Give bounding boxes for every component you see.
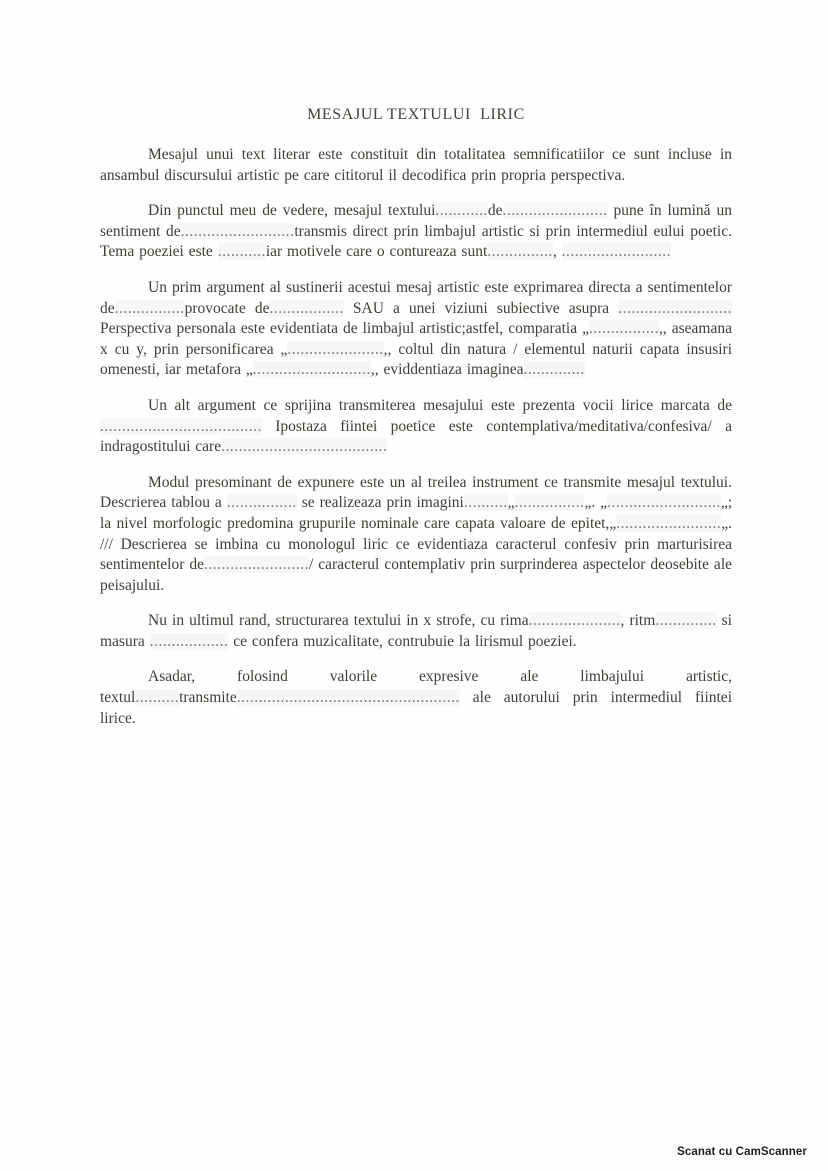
paragraph	[100, 473, 732, 597]
fill-in-blank: ...................................................	[236, 689, 460, 707]
text-run: „; la nivel morfologic predomina grupurile nominale care capata valoare de epitet,„	[100, 494, 732, 532]
fill-in-blank: .....................................	[100, 417, 262, 435]
text-run: transmite	[179, 689, 237, 707]
fill-in-blank: ........................	[502, 202, 608, 220]
camscanner-watermark: Scanat cu CamScanner	[677, 1146, 807, 1158]
text-run: Mesajul unui text literar este constituit din totalitatea semnificatiilor ce sunt incluse in ansambul discursului artistic pe care cititorul il decodifica prin propria perspectiva.	[100, 146, 732, 184]
fill-in-blank: ..............	[523, 361, 585, 379]
text-run: ,, coltul din natura / elementul naturii capata insusiri omenesti, iar metafora „	[100, 340, 733, 379]
text-run: Un alt argument ce sprijina transmiterea mesajului este prezenta vocii lirice marcata de	[148, 396, 732, 414]
text-run: „. /// Descrierea se imbina cu monologul liric ce evidentiaza caracterul confesiv prin marturisirea sentimentelor de	[100, 514, 732, 574]
paragraph	[100, 278, 732, 381]
text-run: de	[487, 202, 503, 220]
text-run: „	[507, 494, 515, 512]
text-run: si masura	[100, 612, 732, 650]
document-body	[100, 145, 732, 729]
text-run: Perspectiva personala este evidentiata de limbajul artistic;astfel, comparatia „	[100, 320, 589, 338]
text-run: ce confera muzicalitate, contrubuie la lirismul poeziei.	[228, 632, 577, 650]
fill-in-blank: ......................	[287, 340, 384, 358]
fill-in-blank: ................	[226, 494, 297, 512]
fill-in-blank: ................	[588, 320, 659, 338]
text-run: „. „	[584, 494, 608, 512]
fill-in-blank: ..........................	[618, 299, 732, 317]
text-run: transmis direct prin limbajul artistic si prin intermediul eului poetic. Tema poeziei este	[100, 222, 732, 261]
fill-in-blank: ......................................	[221, 438, 388, 456]
text-run: se realizeaza prin imagini	[296, 494, 464, 512]
text-run: ,, aseamana x cu y, prin personificarea „	[100, 320, 732, 358]
text-run: Ipostaza fiintei poetice este contemplativa/meditativa/confesiva/ a indragostitului care	[100, 417, 732, 456]
paragraph	[100, 145, 732, 186]
document-content	[100, 0, 732, 744]
fill-in-blank: ...........................	[252, 361, 371, 379]
paragraph	[100, 667, 732, 729]
text-run: ale autorului prin intermediul fiintei lirice.	[100, 689, 732, 727]
fill-in-blank: ...............	[487, 243, 553, 261]
fill-in-blank: ............	[435, 202, 488, 220]
text-run: Nu in ultimul rand, structurarea textului in x strofe, cu rima	[148, 612, 529, 630]
fill-in-blank: .................	[269, 299, 344, 317]
text-run: ,, eviddentiaza imaginea	[370, 361, 524, 379]
fill-in-blank: ........................	[203, 556, 309, 574]
fill-in-blank: ...........	[217, 243, 266, 261]
fill-in-blank: ..........................	[180, 222, 295, 240]
fill-in-blank: ................	[514, 494, 585, 512]
text-run: Un prim argument al sustinerii acestui mesaj artistic este exprimarea directa a sentimentelor de	[100, 278, 732, 317]
text-run: Asadar, folosind valorile expresive ale limbajului artistic, textul	[100, 668, 732, 707]
text-run: Din punctul meu de vedere, mesajul textului	[148, 202, 436, 220]
fill-in-blank: .....................	[528, 612, 621, 630]
paragraph	[100, 611, 732, 652]
text-run: provocate de	[184, 299, 270, 317]
fill-in-blank: ..............	[655, 612, 717, 630]
text-run: iar motivele care o contureaza sunt	[265, 243, 488, 261]
text-run: Modul presominant de expunere este un al treilea instrument ce transmite mesajul textului. Descrierea tablou a	[100, 473, 732, 512]
fill-in-blank: ..........................	[607, 494, 721, 512]
fill-in-blank: ..........	[135, 689, 180, 707]
text-run: , ritm	[620, 612, 656, 630]
text-run: pune în lumină un sentiment de	[100, 202, 732, 240]
fill-in-blank: ..........	[463, 494, 508, 512]
text-run: / caracterul contemplativ prin surprinderea aspectelor deosebite ale peisajului.	[100, 556, 732, 594]
fill-in-blank: ..................	[149, 632, 229, 650]
text-run: SAU a unei viziuni subiective asupra	[343, 299, 619, 317]
paragraph	[100, 396, 732, 458]
paragraph	[100, 201, 732, 263]
fill-in-blank: ........................	[616, 514, 722, 532]
text-run: ,	[552, 243, 562, 261]
fill-in-blank: ................	[114, 299, 185, 317]
fill-in-blank: .........................	[561, 243, 672, 261]
page-title: MESAJUL TEXTULUI LIRIC	[307, 106, 525, 123]
